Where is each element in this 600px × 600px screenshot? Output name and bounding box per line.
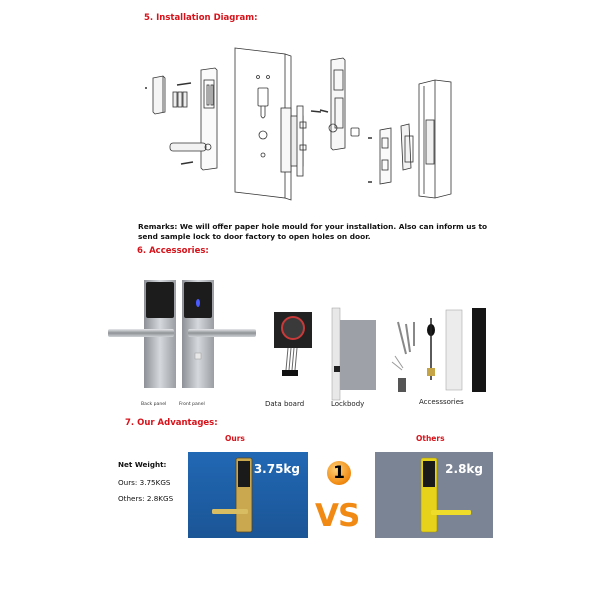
batteries <box>173 92 187 107</box>
battery-cover <box>153 76 165 114</box>
strike-plate <box>380 128 391 184</box>
mortise-lockbody <box>281 106 306 176</box>
back-panel-photo <box>108 280 176 388</box>
back-panel-caption: Back panel <box>141 402 167 407</box>
door-frame <box>419 80 451 198</box>
ours-weight-badge: 3.75kg <box>253 462 300 476</box>
installation-diagram <box>135 40 465 210</box>
installation-heading: 5. Installation Diagram: <box>144 13 258 23</box>
net-weight-label: Net Weight: <box>118 460 167 469</box>
lockbody-caption: Lockbody <box>331 400 365 408</box>
data-board-photo <box>274 312 312 376</box>
ours-label: Ours <box>225 434 245 443</box>
back-panel <box>170 68 217 170</box>
strike-box <box>401 124 413 170</box>
others-weight: Others: 2.8KGS <box>118 494 174 503</box>
lockbody-photo <box>332 308 376 400</box>
ours-product-photo <box>188 452 308 538</box>
accessories-photo <box>392 308 486 392</box>
others-product-photo <box>375 452 493 538</box>
others-weight-badge: 2.8kg <box>445 462 483 476</box>
accessories-caption: Accesssories <box>419 398 464 406</box>
vs-text: VS <box>315 498 360 534</box>
others-label: Others <box>416 434 445 443</box>
front-panel-photo <box>182 280 256 388</box>
advantages-heading: 7. Our Advantages: <box>125 418 218 428</box>
data-board-caption: Data board <box>265 400 305 408</box>
rank-one-text: 1 <box>333 463 345 483</box>
ours-weight: Ours: 3.75KGS <box>118 478 171 487</box>
front-panel-caption: Front panel <box>179 402 205 407</box>
remarks-text: Remarks: We will offer paper hole mould for your installation. Also can inform us to send sample lock to door factory to open holes on door. <box>138 222 488 241</box>
front-panel <box>329 58 359 150</box>
rank-one-badge <box>327 461 351 485</box>
accessories-photos <box>100 270 510 390</box>
accessories-heading: 6. Accessories: <box>137 246 209 256</box>
